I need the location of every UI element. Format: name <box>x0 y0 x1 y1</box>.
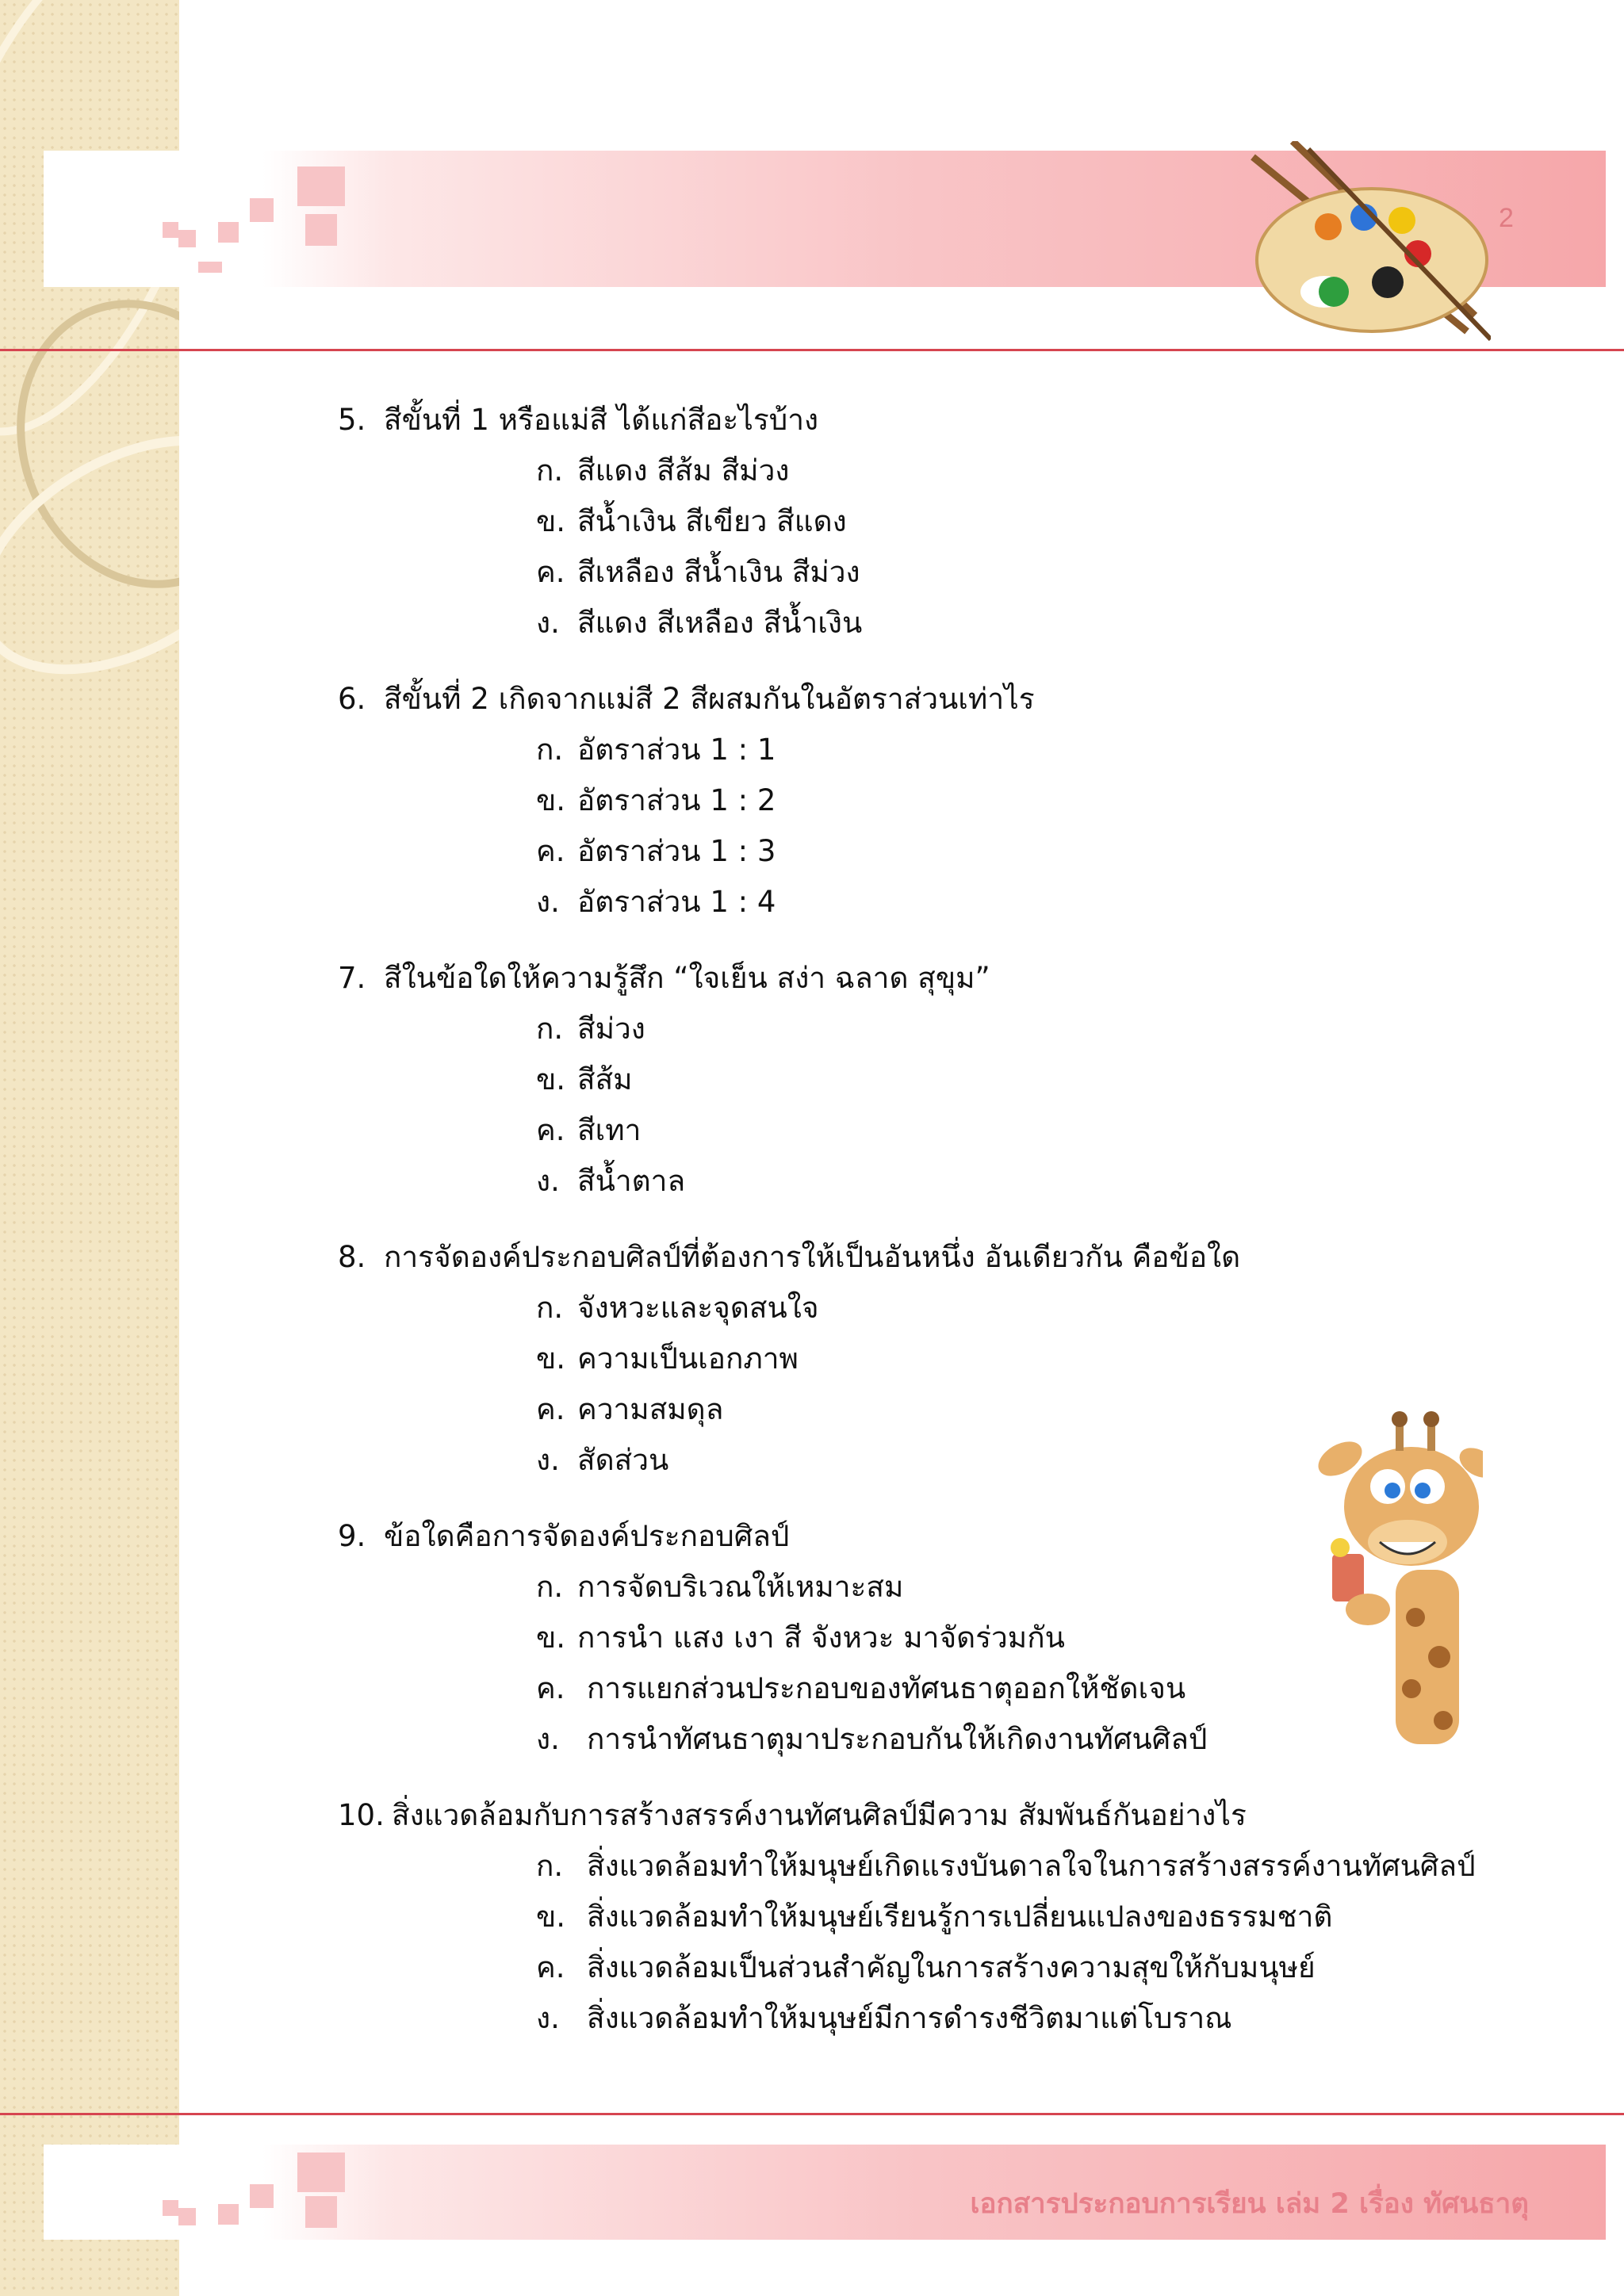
question-5 <box>338 395 1575 649</box>
paint-palette-icon <box>1237 141 1491 347</box>
choice-item: ข. อัตราส่วน 1 : 2 <box>536 783 776 817</box>
choice-item: ง. สีน้ำตาล <box>536 1164 686 1198</box>
choice-item: ข. การนำ แสง เงา สี จังหวะ มาจัดร่วมกัน <box>536 1621 1065 1655</box>
choice-item: ข. สีส้ม <box>536 1062 633 1096</box>
footer-document-title: เอกสารประกอบการเรียน เล่ม 2 เรื่อง ทัศนธาตุ <box>970 2188 1529 2220</box>
question-text: 7. สีในข้อใดให้ความรู้สึก “ใจเย็น สง่า ฉลาด สุขุม” <box>338 961 990 995</box>
question-text: 6. สีขั้นที่ 2 เกิดจากแม่สี 2 สีผสมกันในอัตราส่วนเท่าไร <box>338 682 1035 716</box>
question-text: 9. ข้อใดคือการจัดองค์ประกอบศิลป์ <box>338 1519 790 1553</box>
choice-item: ก. การจัดบริเวณให้เหมาะสม <box>536 1570 904 1604</box>
choice-item: ก. สีแดง สีส้ม สีม่วง <box>536 453 790 488</box>
decorative-side-strip <box>0 0 179 2296</box>
choice-item: ค. อัตราส่วน 1 : 3 <box>536 834 776 868</box>
giraffe-mascot-icon <box>1308 1411 1483 1744</box>
question-7 <box>338 953 1575 1207</box>
choice-item: ข. ความเป็นเอกภาพ <box>536 1341 799 1376</box>
choice-item: ก. สิ่งแวดล้อมทำให้มนุษย์เกิดแรงบันดาลใจในการสร้างสรรค์งานทัศนศิลป์ <box>536 1849 1476 1883</box>
page-number: 2 <box>1499 203 1514 233</box>
question-list <box>338 395 1575 2069</box>
choice-item: ข. สีน้ำเงิน สีเขียว สีแดง <box>536 504 847 538</box>
question-10 <box>338 1790 1575 2044</box>
choice-item: ง. สีแดง สีเหลือง สีน้ำเงิน <box>536 606 863 640</box>
choice-item: ก. อัตราส่วน 1 : 1 <box>536 733 776 767</box>
choice-item: ค. สีเทา <box>536 1113 642 1147</box>
question-6 <box>338 674 1575 928</box>
choice-item: ง. สิ่งแวดล้อมทำให้มนุษย์มีการดำรงชีวิตมาแต่โบราณ <box>536 2001 1232 2035</box>
choice-item: ง. การนำทัศนธาตุมาประกอบกันให้เกิดงานทัศนศิลป์ <box>536 1722 1208 1756</box>
choice-item: ก. สีม่วง <box>536 1012 645 1046</box>
choice-item: ค. สีเหลือง สีน้ำเงิน สีม่วง <box>536 555 860 589</box>
choice-item: ง. อัตราส่วน 1 : 4 <box>536 885 776 919</box>
choice-item: ค. สิ่งแวดล้อมเป็นส่วนสำคัญในการสร้างความสุขให้กับมนุษย์ <box>536 1950 1316 1984</box>
choice-item: ค. ความสมดุล <box>536 1392 724 1426</box>
question-text: 10. สิ่งแวดล้อมกับการสร้างสรรค์งานทัศนศิลป์มีความ สัมพันธ์กันอย่างไร <box>338 1798 1247 1832</box>
choice-item: ก. จังหวะและจุดสนใจ <box>536 1291 819 1325</box>
choice-item: ข. สิ่งแวดล้อมทำให้มนุษย์เรียนรู้การเปลี่ยนแปลงของธรรมชาติ <box>536 1900 1333 1934</box>
swirl-decoration-icon <box>0 0 179 2296</box>
header-divider <box>0 349 1624 351</box>
question-text: 5. สีขั้นที่ 1 หรือแม่สี ได้แก่สีอะไรบ้าง <box>338 403 819 437</box>
choice-item: ง. สัดส่วน <box>536 1443 669 1477</box>
footer-divider <box>0 2113 1624 2115</box>
choice-item: ค. การแยกส่วนประกอบของทัศนธาตุออกให้ชัดเจน <box>536 1671 1186 1705</box>
question-text: 8. การจัดองค์ประกอบศิลป์ที่ต้องการให้เป็นอันหนึ่ง อันเดียวกัน คือข้อใด <box>338 1240 1241 1274</box>
